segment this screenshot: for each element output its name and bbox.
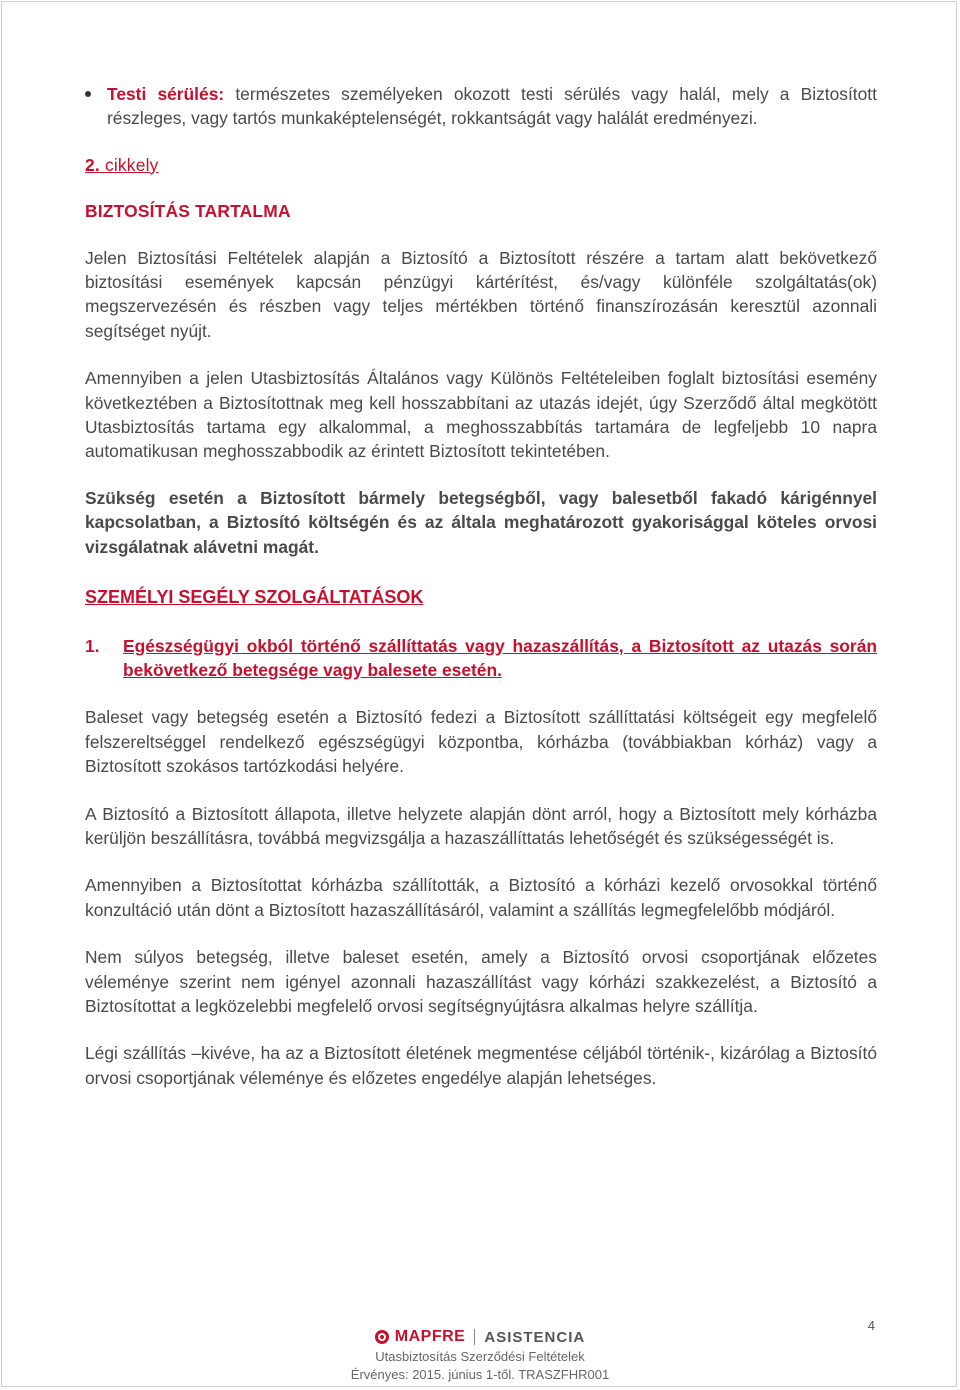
numbered-item [85, 634, 877, 683]
section-heading: BIZTOSÍTÁS TARTALMA [85, 201, 291, 222]
brand-left: MAPFRE [394, 1328, 466, 1345]
footer [0, 1326, 960, 1384]
page-number: 4 [867, 1318, 875, 1333]
brand-right: ASISTENCIA [484, 1328, 586, 1346]
article-label [85, 153, 877, 177]
bold-paragraph: Szükség esetén a Biztosított bármely betegségből, vagy balesetből fakadó kárigénnyel kapcsolatban, a Biztosító költségén és az általa meghatározott gyakorisággal köteles orvosi vizsgálatnak alávetni magát. [85, 487, 877, 557]
article-word: cikkely [104, 154, 159, 175]
document-body [85, 82, 877, 1090]
article-number: 2. [85, 154, 100, 175]
definition-text: természetes személyeken okozott testi sérülés vagy halál, mely a Biztosított részleges, vagy tartós munkaképtelenségét, rokkantságát vagy halálát eredményezi. [107, 84, 877, 129]
body-paragraph-2: A Biztosító a Biztosított állapota, illetve helyzete alapján dönt arról, hogy a Biztosított mely kórházba kerüljön beszállításra, továbbá megvizsgálja a hazaszállíttatás lehetőségét és szükségességét is. [85, 803, 877, 848]
numbered-item-text: Egészségügyi okból történő szállíttatás vagy hazaszállítás, a Biztosított az utazás során bekövetkező betegsége vagy balesete esetén. [123, 635, 877, 680]
body-paragraph-4: Nem súlyos betegség, illetve baleset esetén, amely a Biztosító orvosi csoportjának előzetes véleménye szerint nem igényel azonnali hazaszállítást vagy kórházi szakkezelést, a Biztosító a Biztosítottat a legközelebbi megfelelő orvosi segítségnyújtásra alkalmas helyre szállítja. [85, 947, 877, 1016]
mapfre-logo-icon [375, 1330, 389, 1344]
footer-title: Utasbiztosítás Szerződési Feltételek [375, 1349, 585, 1364]
definition-term: Testi sérülés: [107, 84, 225, 104]
footer-validity: Érvényes: 2015. június 1-től. TRASZFHR001 [350, 1367, 610, 1382]
intro-paragraph-1: Jelen Biztosítási Feltételek alapján a Biztosító a Biztosított részére a tartam alatt bekövetkező biztosítási események kapcsán pénzügyi kártérítést, és/vagy különféle szolgáltatás(ok) megszervezésén és részben vagy teljes mértékben történő finanszírozásán keresztül azonnali segítséget nyújt. [85, 247, 877, 341]
definition-bullet [85, 82, 877, 131]
brand-logo [0, 1326, 960, 1348]
section-title: SZEMÉLYI SEGÉLY SZOLGÁLTATÁSOK [85, 587, 424, 608]
intro-paragraph-2: Amennyiben a jelen Utasbiztosítás Általános vagy Különös Feltételeiben foglalt biztosítási esemény következtében a Biztosítottnak meg kell hosszabbítani az utazás idejét, úgy Szerződő által megkötött Utasbiztosítás tartama egy alkalommal, a meghosszabbítás tartamára de legfeljebb 10 napra automatikusan meghosszabbodik az érintett Biztosított tekintetében. [85, 368, 877, 462]
body-paragraph-1: Baleset vagy betegség esetén a Biztosító fedezi a Biztosított szállíttatási költségeit egy megfelelő felszereltséggel rendelkező egészségügyi központba, kórházba (továbbiakban kórház) vagy a Biztosított szokásos tartózkodási helyére. [85, 707, 877, 777]
numbered-item-number: 1. [85, 635, 100, 656]
body-paragraph-3: Amennyiben a Biztosítottat kórházba szállították, a Biztosító a kórházi kezelő orvosokkal történő konzultáció után dönt a Biztosított hazaszállításáról, valamint a szállítás legmegfelelőbb módjáról. [85, 875, 877, 920]
brand-divider [474, 1329, 475, 1345]
body-paragraph-5: Légi szállítás –kivéve, ha az a Biztosított életének megmentése céljából történik-, kizárólag a Biztosító orvosi csoportjának véleménye és előzetes engedélye alapján lehetséges. [85, 1043, 877, 1088]
bullet-dot-icon [85, 91, 91, 97]
